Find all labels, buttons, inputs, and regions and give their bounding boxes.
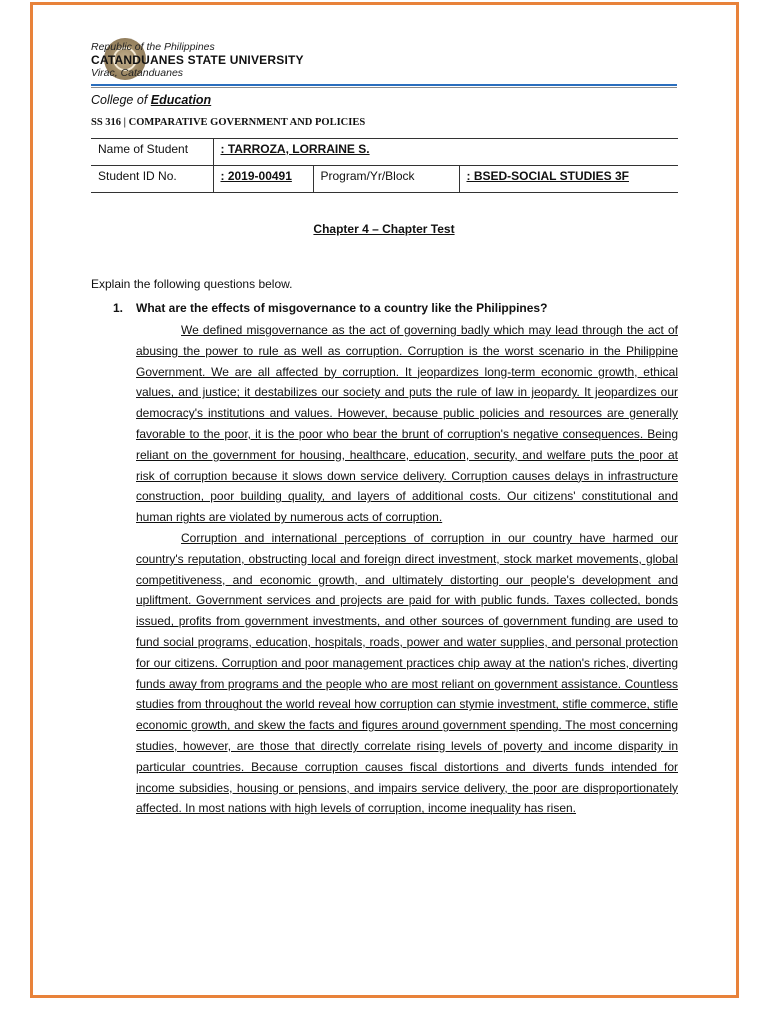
id-value-cell (213, 166, 313, 193)
name-value: : TARROZA, LORRAINE S. (220, 142, 370, 156)
header-republic: Republic of the Philippines (91, 41, 215, 53)
course-title: SS 316 | COMPARATIVE GOVERNMENT AND POLICIES (91, 117, 366, 128)
question-text: What are the effects of misgovernance to a country like the Philippines? (136, 301, 548, 315)
name-label: Name of Student (91, 139, 213, 166)
chapter-title: Chapter 4 – Chapter Test (313, 222, 455, 236)
id-label: Student ID No. (91, 166, 213, 193)
college-line (91, 93, 211, 108)
answer-paragraph (136, 320, 678, 528)
header-rule (91, 84, 677, 86)
header-university: CATANDUANES STATE UNIVERSITY (91, 53, 304, 67)
table-row (91, 139, 678, 166)
college-prefix: College of (91, 93, 151, 107)
answer-paragraph-2-text: Corruption and international perceptions of corruption in our country have harmed our country's reputation, obstructing local and foreign direct investment, stock market movements, global competitiveness, and economic growth, and ultimately distorting our people's development and upliftment. Government services and projects are paid for with public funds. Taxes collected, bonds issued, profits from government investments, and other sources of government funding are used to fund social programs, education, hospitals, roads, power and water supplies, and personal protection for our citizens. Corruption and poor management practices chip away at the nation's riches, diverting funds away from programs and the people who are most reliant on government assistance. Countless studies from throughout the world reveal how corruption can stymie investment, stifle commerce, stifle economic growth, and skew the facts and figures around government spending. The most concerning studies, however, are those that directly correlate rising levels of poverty and income disparity in particular countries. Because corruption causes fiscal distortions and diverts funds intended for income subsidies, housing or pensions, and impairs service delivery, the poor are disproportionately affected. In most nations with high levels of corruption, income inequality has risen. (136, 530, 678, 816)
college-name: Education (150, 93, 212, 107)
answer-body (136, 320, 678, 819)
program-value: : BSED-SOCIAL STUDIES 3F (466, 169, 629, 183)
answer-paragraph-1-text: We defined misgovernance as the act of governing badly which may lead through the act of abusing the power to rule as well as corruption. Corruption is the worst scenario in the Philippine Government. We are all affected by corruption. It jeopardizes long-term economic growth, ethical values, and justice; it destabilizes our society and puts the rule of law in jeopardy. It jeopardizes our democracy's institutions and values. However, because public policies and resources are generally favorable to the poor, it is the poor who bear the brunt of corruption's negative consequences. Being reliant on the government for housing, healthcare, education, security, and welfare puts the poor at risk of corruption because it slows down service delivery. Corruption causes delays in infrastructure construction, poor building quality, and layers of additional costs. Our citizens' constitutional and human rights are violated by numerous acts of corruption. (136, 323, 678, 525)
student-info-table (91, 138, 678, 193)
instructions: Explain the following questions below. (91, 277, 293, 291)
name-value-cell (213, 139, 678, 166)
answer-paragraph (136, 528, 678, 819)
table-row (91, 166, 678, 193)
question-number: 1. (113, 301, 124, 315)
id-value: : 2019-00491 (220, 169, 292, 183)
program-value-cell (459, 166, 678, 193)
header-place: Virac, Catanduanes (91, 67, 184, 79)
header-rule-secondary (91, 87, 677, 88)
program-label: Program/Yr/Block (313, 166, 459, 193)
